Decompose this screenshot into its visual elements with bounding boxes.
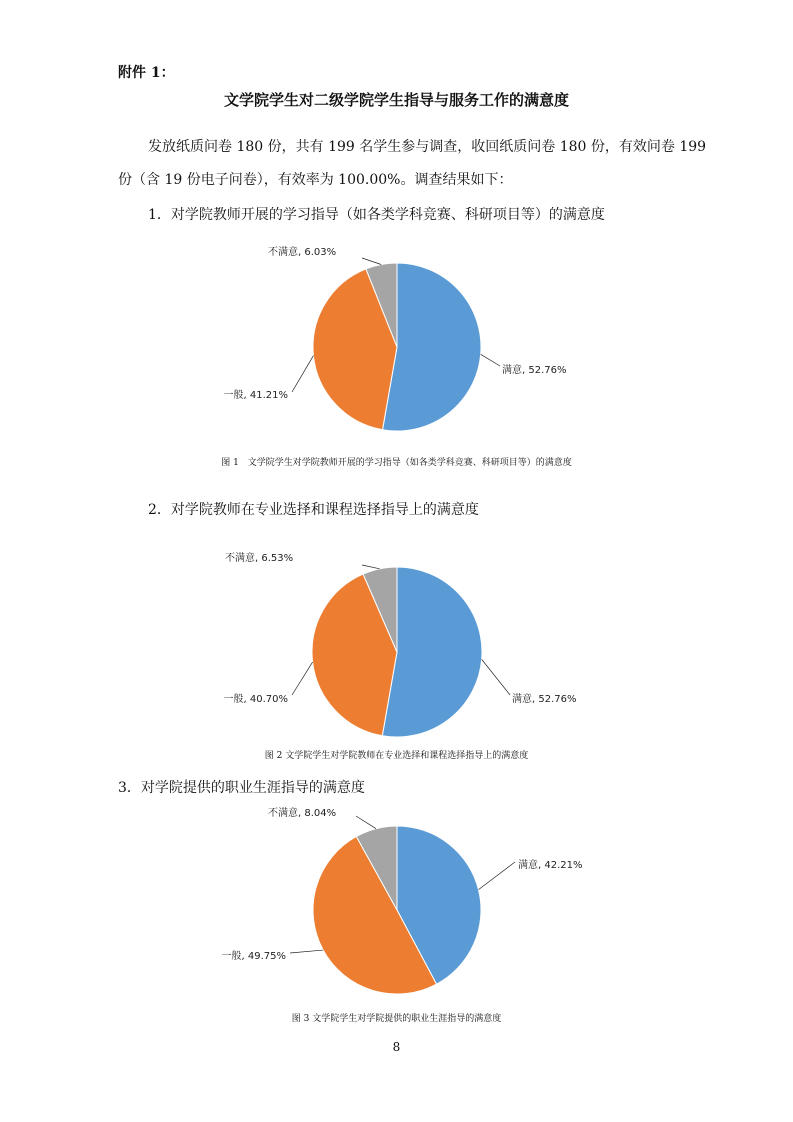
intro-line-1: 发放纸质问卷 180 份，共有 199 名学生参与调查，收回纸质问卷 180 份，有效问卷 199 xyxy=(148,139,707,155)
figure-2-caption: 图 2 文学院学生对学院教师在专业选择和课程选择指导上的满意度 xyxy=(264,751,529,761)
section-2-heading: 2．对学院教师在专业选择和课程选择指导上的满意度 xyxy=(148,502,479,518)
pie-2-label-satisfied: 满意, 52.76% xyxy=(512,694,577,705)
pie-1-label-satisfied: 满意, 52.76% xyxy=(502,365,567,376)
attachment-label: 附件 1： xyxy=(118,65,175,81)
pie-3-label-average: 一般, 49.75% xyxy=(221,951,286,962)
pie-1-label-average: 一般, 41.21% xyxy=(223,390,288,401)
section-3-heading: 3．对学院提供的职业生涯指导的满意度 xyxy=(118,780,365,796)
page-number: 8 xyxy=(392,1040,401,1054)
pie-chart-3 xyxy=(0,800,793,1000)
figure-1-caption: 图 1 文学院学生对学院教师开展的学习指导（如各类学科竞赛、科研项目等）的满意度 xyxy=(221,458,572,468)
pie-1-leader-satisfied xyxy=(481,354,500,366)
pie-1-leader-average xyxy=(292,356,313,392)
pie-3-label-unsatisfied: 不满意, 8.04% xyxy=(268,808,337,819)
pie-2-leader-average xyxy=(292,662,313,695)
pie-2-leader-unsatisfied xyxy=(362,565,380,569)
document-title: 文学院学生对二级学院学生指导与服务工作的满意度 xyxy=(223,91,569,109)
pie-3-leader-average xyxy=(290,950,323,953)
pie-3-leader-unsatisfied xyxy=(356,816,376,829)
intro-line-2: 份（含 19 份电子问卷），有效率为 100.00%。调查结果如下： xyxy=(118,172,513,188)
figure-3-caption: 图 3 文学院学生对学院提供的职业生涯指导的满意度 xyxy=(291,1014,502,1024)
section-1-heading: 1．对学院教师开展的学习指导（如各类学科竞赛、科研项目等）的满意度 xyxy=(148,207,605,223)
pie-2-leader-satisfied xyxy=(482,659,510,695)
pie-3-label-satisfied: 满意, 42.21% xyxy=(518,860,583,871)
pie-2-label-average: 一般, 40.70% xyxy=(223,694,288,705)
pie-1-leader-unsatisfied xyxy=(362,258,381,265)
pie-3-leader-satisfied xyxy=(478,862,515,890)
pie-2-label-unsatisfied: 不满意, 6.53% xyxy=(225,553,294,564)
pie-chart-1 xyxy=(0,240,793,440)
pie-chart-2 xyxy=(0,545,793,745)
pie-1-label-unsatisfied: 不满意, 6.03% xyxy=(268,247,337,258)
